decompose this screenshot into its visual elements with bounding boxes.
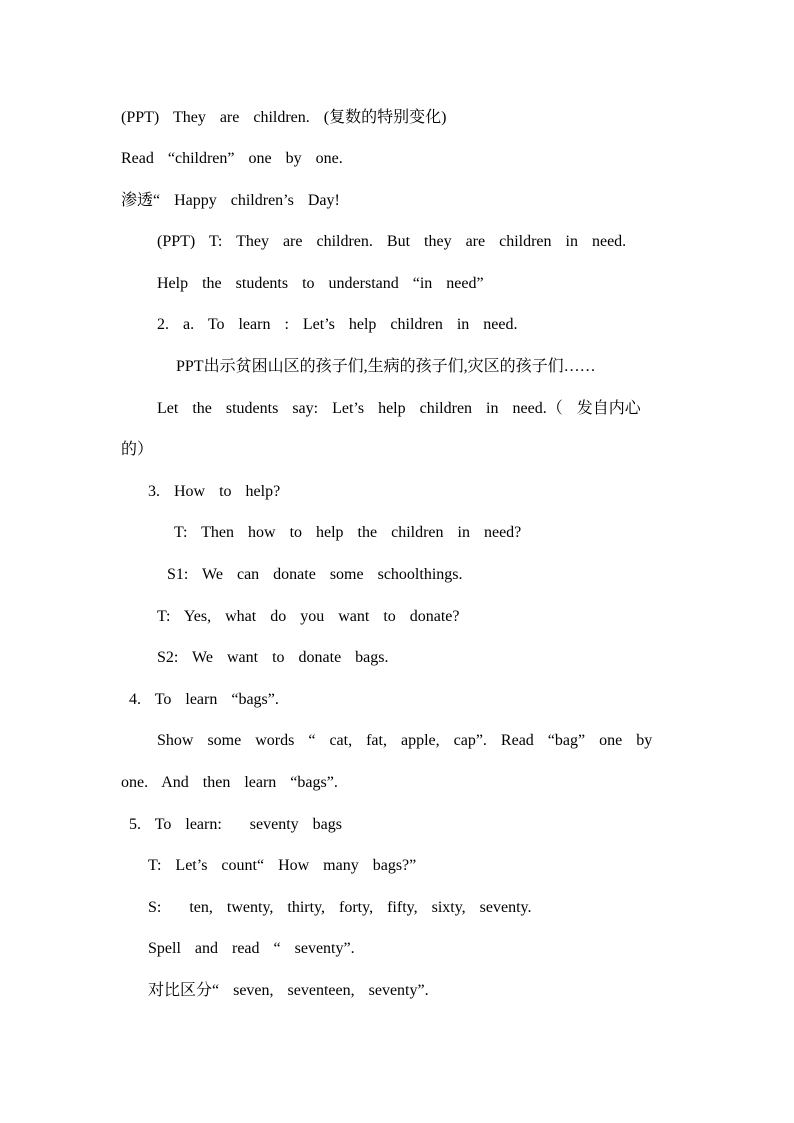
text-line: one. And then learn “bags”. xyxy=(121,774,338,791)
text-line: T: Let’s count“ How many bags?” xyxy=(148,857,417,874)
text-line: 渗透“ Happy children’s Day! xyxy=(121,192,340,209)
text-line: S1: We can donate some schoolthings. xyxy=(167,566,463,583)
text-line: Let the students say: Let’s help children in need.（ 发自内心 xyxy=(157,400,641,417)
text-line: 2. a. To learn : Let’s help children in need. xyxy=(157,316,518,333)
text-line: 4. To learn “bags”. xyxy=(129,691,279,708)
text-line: T: Then how to help the children in need? xyxy=(174,524,522,541)
text-line: Help the students to understand “in need” xyxy=(157,275,484,292)
text-line: 3. How to help? xyxy=(148,483,281,500)
text-line: Show some words “ cat, fat, apple, cap”. Read “bag” one by xyxy=(157,732,653,749)
text-line: 的） xyxy=(121,441,154,458)
text-line: Spell and read “ seventy”. xyxy=(148,940,355,957)
text-line: S: ten, twenty, thirty, forty, fifty, sixty, seventy. xyxy=(148,899,532,916)
text-line: PPT出示贫困山区的孩子们,生病的孩子们,灾区的孩子们…… xyxy=(176,358,596,375)
text-line: Read “children” one by one. xyxy=(121,150,343,167)
text-line: (PPT) They are children. (复数的特别变化) xyxy=(121,109,447,126)
text-line: 5. To learn: seventy bags xyxy=(129,816,342,833)
text-line: 对比区分“ seven, seventeen, seventy”. xyxy=(148,982,429,999)
text-line: T: Yes, what do you want to donate? xyxy=(157,608,460,625)
text-line: (PPT) T: They are children. But they are children in need. xyxy=(157,233,627,250)
text-line: S2: We want to donate bags. xyxy=(157,649,389,666)
